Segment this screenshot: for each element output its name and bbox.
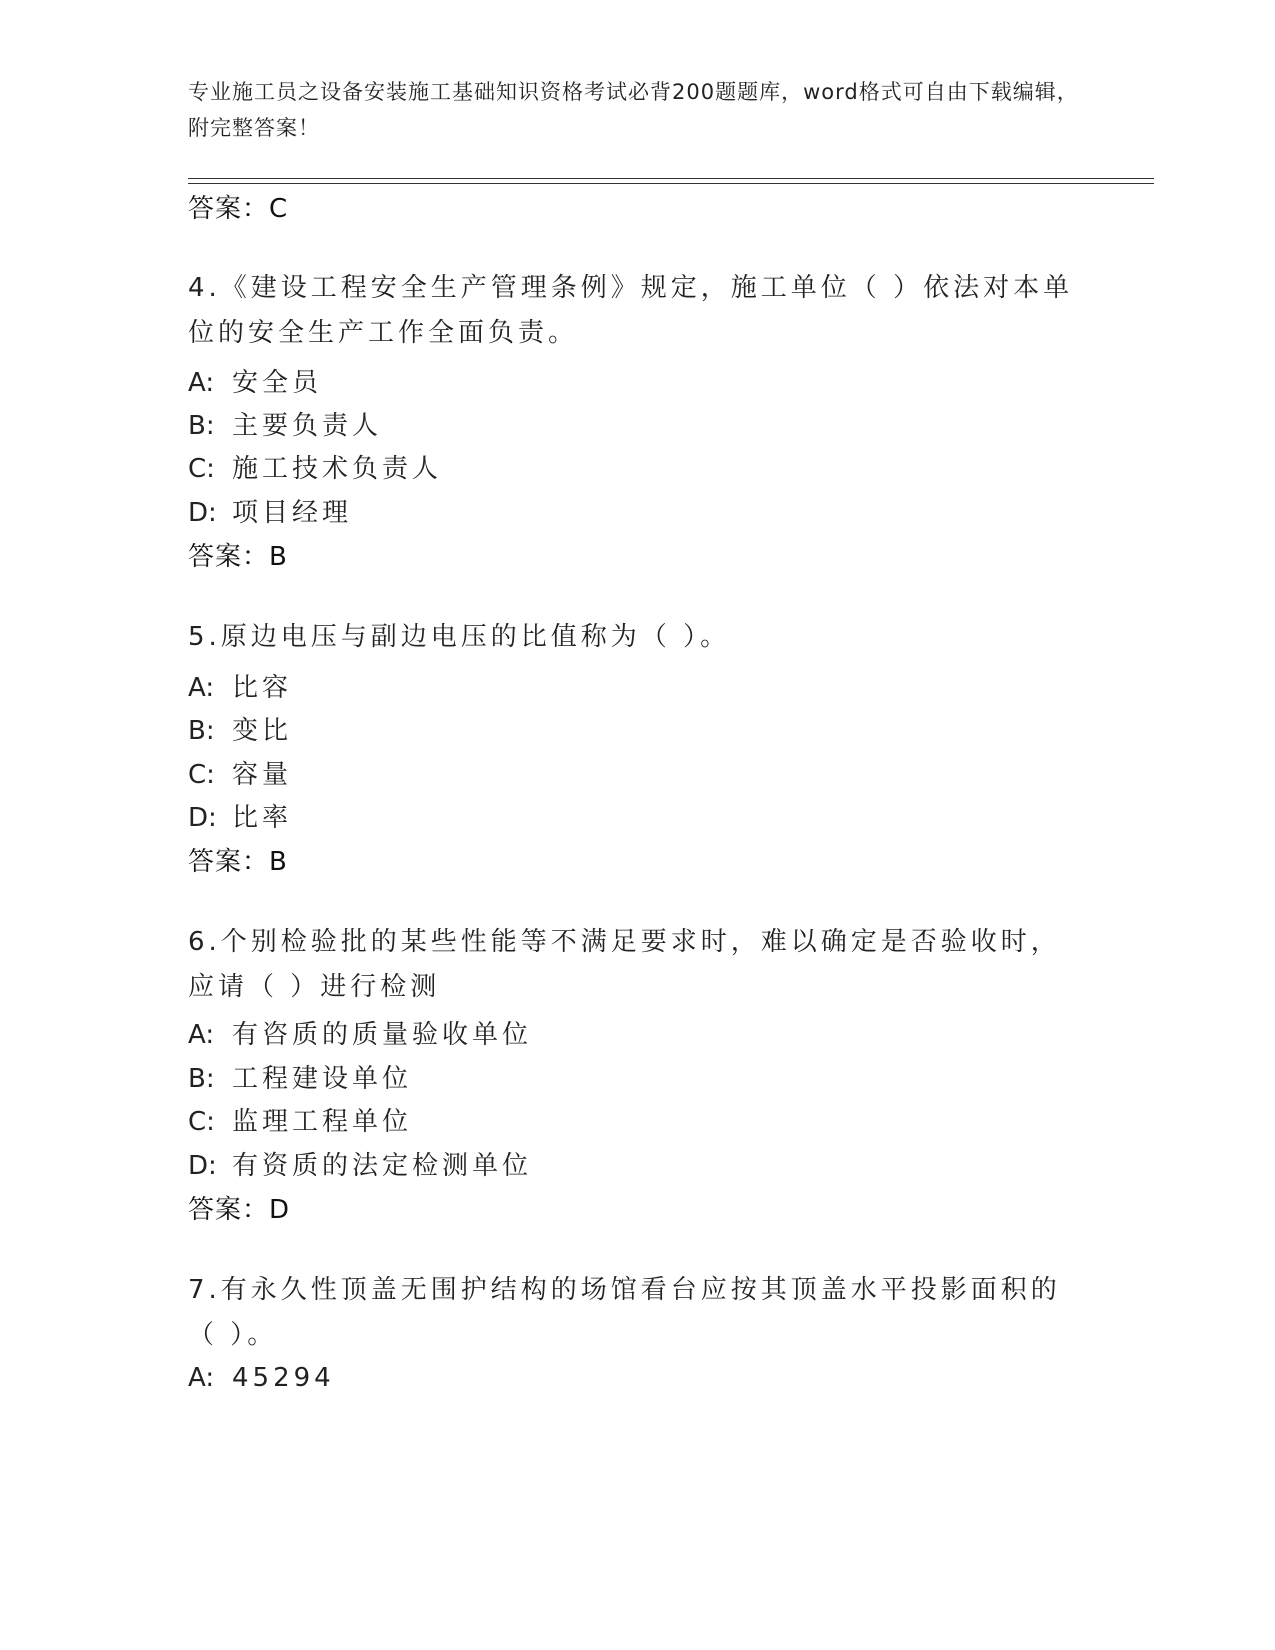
option-text: 45294 — [232, 1363, 335, 1393]
option-label: A: — [188, 673, 215, 703]
answer-line: 答案：C — [188, 194, 289, 224]
option-label: B: — [188, 716, 215, 746]
option-text: 容量 — [232, 760, 293, 790]
question-7-option-a — [188, 1363, 335, 1393]
option-text: 安全员 — [232, 368, 323, 398]
option-label: B: — [188, 411, 215, 441]
question-6-answer: 答案：D — [188, 1195, 291, 1225]
option-text: 监理工程单位 — [232, 1107, 413, 1137]
question-4-answer: 答案：B — [188, 542, 288, 572]
document-header: 专业施工员之设备安装施工基础知识资格考试必背200题题库，word格式可自由下载编辑，附完整答案！ — [188, 80, 1079, 140]
question-5-answer: 答案：B — [188, 847, 288, 877]
option-label: D: — [188, 803, 217, 833]
question-4-option-c — [188, 448, 442, 485]
question-5-option-d — [188, 797, 292, 834]
option-label: C: — [188, 760, 215, 790]
question-5-option-c — [188, 754, 292, 791]
question-4-option-d — [188, 492, 352, 529]
question-4-option-b — [188, 405, 382, 442]
header-divider — [188, 178, 1154, 179]
option-text: 比率 — [232, 803, 293, 833]
option-label: A: — [188, 1363, 215, 1393]
option-label: B: — [188, 1064, 215, 1094]
option-text: 变比 — [232, 716, 293, 746]
option-text: 施工技术负责人 — [232, 454, 443, 484]
header-divider-secondary — [188, 183, 1154, 184]
option-text: 项目经理 — [232, 498, 353, 528]
option-label: C: — [188, 454, 215, 484]
question-6-option-a — [188, 1014, 532, 1051]
question-6-option-c — [188, 1101, 412, 1138]
option-label: D: — [188, 498, 217, 528]
question-5-option-b — [188, 710, 292, 747]
option-text: 有资质的法定检测单位 — [232, 1151, 533, 1181]
question-4-text: 4.《建设工程安全生产管理条例》规定，施工单位（ ）依法对本单位的安全生产工作全面负责。 — [188, 273, 1074, 348]
option-text: 比容 — [232, 673, 293, 703]
option-label: A: — [188, 1020, 215, 1050]
option-text: 主要负责人 — [232, 411, 383, 441]
question-7-text: 7.有永久性顶盖无围护结构的场馆看台应按其顶盖水平投影面积的（ ）。 — [188, 1275, 1061, 1350]
question-5-option-a — [188, 667, 292, 704]
question-5-text: 5.原边电压与副边电压的比值称为（ ）。 — [188, 622, 731, 652]
option-label: C: — [188, 1107, 215, 1137]
option-label: A: — [188, 368, 215, 398]
question-6-option-b — [188, 1058, 412, 1095]
option-label: D: — [188, 1151, 217, 1181]
question-6-text: 6.个别检验批的某些性能等不满足要求时，难以确定是否验收时，应请（ ）进行检测 — [188, 927, 1061, 1002]
option-text: 有咨质的质量验收单位 — [232, 1020, 533, 1050]
question-4-option-a — [188, 362, 322, 399]
option-text: 工程建设单位 — [232, 1064, 413, 1094]
question-6-option-d — [188, 1145, 532, 1182]
